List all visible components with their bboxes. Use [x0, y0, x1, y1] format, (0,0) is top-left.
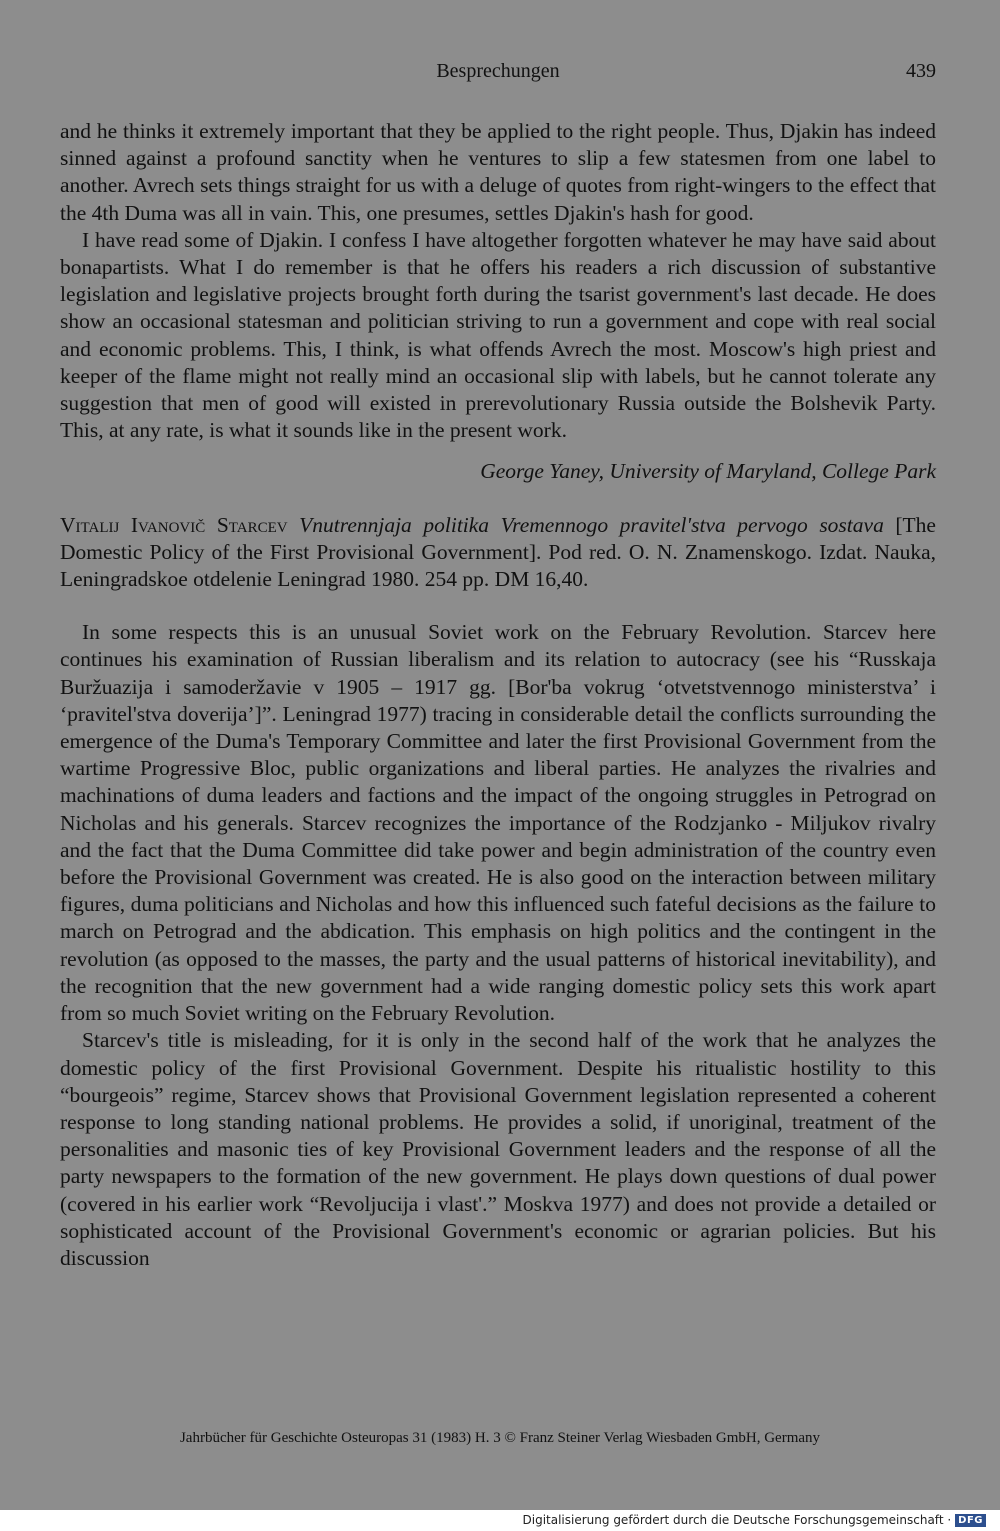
citation-author: Vitalij Ivanovič Starcev [60, 512, 288, 537]
digitization-text: Digitalisierung gefördert durch die Deutsche Forschungsgemeinschaft · [522, 1513, 952, 1527]
review2-citation [60, 512, 936, 594]
page-number: 439 [906, 60, 936, 82]
review1-paragraph-2: I have read some of Djakin. I confess I have altogether forgotten whatever he may have said about bonapartists. What I do remember is that he offers his readers a rich discussion of substantive legislation and legislative projects brought forth during the tsarist government's last decade. He does show an occasional statesman and politician striving to run a government and cope with real social and economic problems. This, I think, is what offends Avrech the most. Moscow's high priest and keeper of the flame might not really mind an occasional slip with labels, but he cannot tolerate any suggestion that men of good will existed in prerevolutionary Russia outside the Bolshevik Party. This, at any rate, is what it sounds like in the present work. [60, 227, 936, 443]
review2-paragraph-2: Starcev's title is misleading, for it is only in the second half of the work that he analyzes the domestic policy of the first Provisional Government. Despite his ritualistic hostility to this “bourgeois” regime, Starcev shows that Provisional Government legislation represented a coherent response to long standing national problems. He provides a solid, if unoriginal, treatment of the personalities and masonic ties of key Provisional Government leaders and the response of all the party newspapers to the formation of the new government. He plays down questions of dual power (covered in his earlier work “Revoljucija i vlast'.” Moskva 1977) and does not provide a detailed or sophisticated account of the Provisional Government's economic or agrarian policies. But his discussion [60, 1028, 936, 1270]
page-body [60, 118, 936, 1272]
dfg-logo-icon: DFG [955, 1514, 986, 1527]
citation-title: Vnutrennjaja politika Vremennogo pravitel'stva pervogo sostava [299, 512, 884, 537]
review2-paragraph-1: In some respects this is an unusual Soviet work on the February Revolution. Starcev here continues his examination of Russian liberalism and its relation to autocracy (see his “Russkaja Buržuazija i samoderžavie v 1905 – 1917 gg. [Bor'ba vokrug ‘otvetstvennogo ministerstva’ i ‘pravitel'stva doverija’]”. Leningrad 1977) tracing in considerable detail the conflicts surrounding the emergence of the Duma's Temporary Committee and later the first Provisional Government from the wartime Progressive Bloc, public organizations and liberal parties. He analyzes the rivalries and machinations of duma leaders and factions and the impact of the ongoing struggles in Petrograd on Nicholas and his generals. Starcev recognizes the importance of the Rodzjanko - Miljukov rivalry and the fact that the Duma Committee did take power and begin administration of the country even before the Provisional Government was created. He is also good on the interaction between military figures, duma politicians and Nicholas and how this influenced such fateful decisions as the failure to march on Petrograd and the abdication. This emphasis on high politics and the contingent in the revolution (as opposed to the masses, the party and the usual patterns of historical inevitability), and the recognition that the new government had a wide ranging domestic policy sets this work apart from so much Soviet writing on the February Revolution. [60, 620, 936, 1026]
review1-signature: George Yaney, University of Maryland, College Park [480, 459, 936, 484]
running-head [60, 60, 936, 86]
digitization-credit [523, 1513, 986, 1527]
journal-footer: Jahrbücher für Geschichte Osteuropas 31 (1983) H. 3 © Franz Steiner Verlag Wiesbaden GmbH, Germany [179, 1430, 821, 1446]
citation-details: [The Domestic Policy of the First Provisional Government]. Pod red. O. N. Znamenskogo. Izdat. Nauka, Leningradskoe otdelenie Leningrad 1980. 254 pp. DM 16,40. [60, 512, 936, 592]
running-title: Besprechungen [436, 60, 560, 82]
review1-paragraph-1: and he thinks it extremely important that they be applied to the right people. Thus, Djakin has indeed sinned against a profound sanctity when he ventures to slip a few statesmen from one label to another. Avrech sets things straight for us with a deluge of quotes from right-wingers to the effect that the 4th Duma was all in vain. This, one presumes, settles Djakin's hash for good. [60, 119, 936, 225]
